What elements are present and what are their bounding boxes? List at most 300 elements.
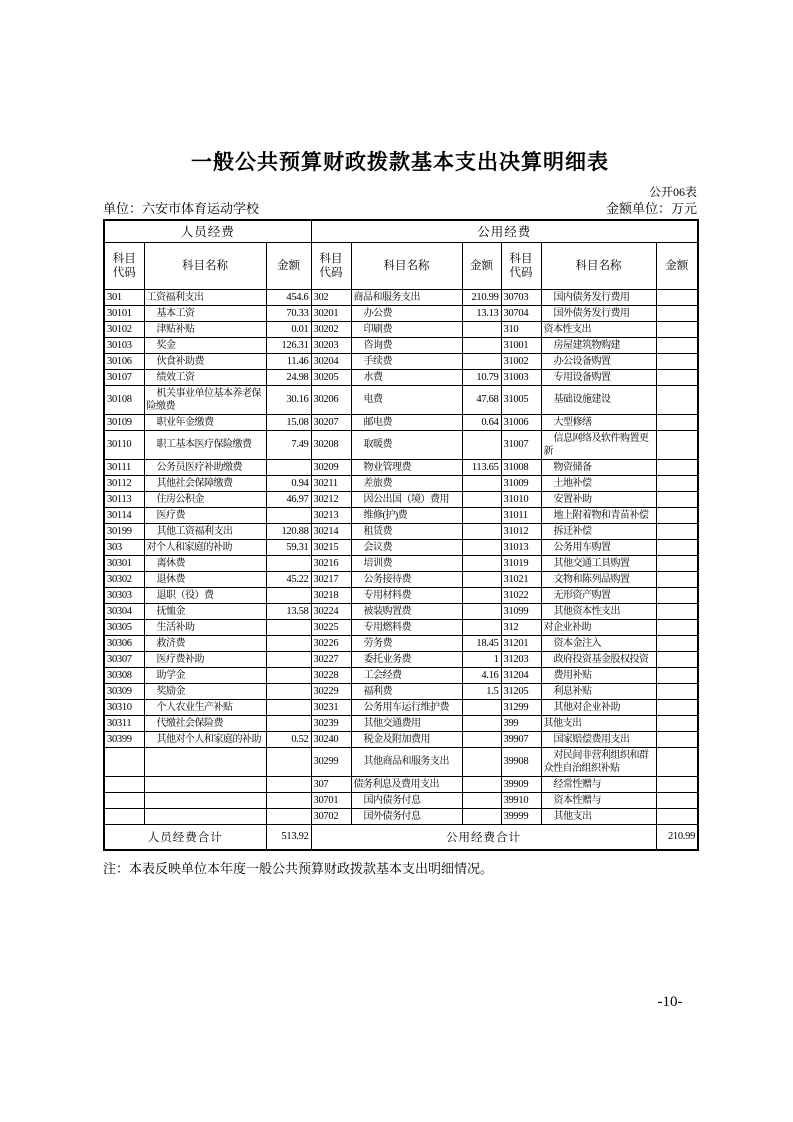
subject-name-cell: 退休费	[144, 571, 266, 587]
subject-code-cell: 39907	[501, 731, 541, 747]
subject-code-cell: 30227	[311, 651, 351, 667]
subject-code-cell: 31099	[501, 603, 541, 619]
amount-cell	[462, 619, 501, 635]
amount-cell	[462, 731, 501, 747]
subject-name-cell: 因公出国（境）费用	[351, 491, 462, 507]
amount-cell: 120.88	[266, 523, 311, 539]
amount-cell	[656, 683, 698, 699]
subject-code-cell: 30207	[311, 414, 351, 430]
subject-name-cell: 邮电费	[351, 414, 462, 430]
amount-cell: 7.49	[266, 430, 311, 459]
amount-cell: 4.16	[462, 667, 501, 683]
amount-cell	[656, 414, 698, 430]
amount-cell	[656, 385, 698, 414]
amount-cell: 0.94	[266, 475, 311, 491]
subject-code-cell: 312	[501, 619, 541, 635]
subject-code-cell: 30224	[311, 603, 351, 619]
table-code: 公开06表	[648, 185, 697, 199]
subject-name-cell: 大型修缮	[541, 414, 656, 430]
subject-name-cell: 离休费	[144, 555, 266, 571]
subject-code-cell: 30110	[104, 430, 144, 459]
subject-code-cell: 30199	[104, 523, 144, 539]
table-row	[104, 747, 698, 776]
subject-code-cell: 302	[311, 289, 351, 305]
expenditure-detail-table	[103, 219, 699, 851]
subject-name-cell: 其他商品和服务支出	[351, 747, 462, 776]
amount-cell	[266, 587, 311, 603]
subject-code-cell: 30111	[104, 459, 144, 475]
subject-name-cell: 差旅费	[351, 475, 462, 491]
col-header-subject-code: 科目代码	[311, 242, 351, 289]
amount-cell	[656, 603, 698, 619]
amount-cell	[266, 667, 311, 683]
amount-cell	[266, 619, 311, 635]
subject-code-cell: 31299	[501, 699, 541, 715]
table-note: 注：本表反映单位本年度一般公共预算财政拨款基本支出明细情况。	[103, 861, 494, 876]
personnel-total-label: 人员经费合计	[104, 824, 266, 850]
subject-name-cell	[144, 747, 266, 776]
subject-name-cell: 其他交通工具购置	[541, 555, 656, 571]
subject-name-cell: 津贴补贴	[144, 321, 266, 337]
subject-code-cell	[104, 808, 144, 824]
col-header-amount: 金额	[462, 242, 501, 289]
subject-code-cell: 30106	[104, 353, 144, 369]
amount-cell	[656, 792, 698, 808]
subject-name-cell: 资本性赠与	[541, 792, 656, 808]
amount-cell: 113.65	[462, 459, 501, 475]
col-header-subject-code: 科目代码	[104, 242, 144, 289]
subject-name-cell: 公务用车购置	[541, 539, 656, 555]
table-row	[104, 491, 698, 507]
subject-code-cell	[104, 776, 144, 792]
col-header-subject-name: 科目名称	[144, 242, 266, 289]
subject-code-cell: 31205	[501, 683, 541, 699]
subject-name-cell: 国家赔偿费用支出	[541, 731, 656, 747]
amount-cell	[656, 491, 698, 507]
amount-cell	[656, 539, 698, 555]
group-header-personnel: 人员经费	[104, 220, 311, 242]
subject-code-cell: 30299	[311, 747, 351, 776]
amount-cell	[266, 808, 311, 824]
subject-code-cell: 31011	[501, 507, 541, 523]
table-row	[104, 523, 698, 539]
subject-name-cell: 物业管理费	[351, 459, 462, 475]
amount-cell	[656, 808, 698, 824]
amount-cell	[462, 808, 501, 824]
subject-code-cell: 30114	[104, 507, 144, 523]
amount-cell: 0.64	[462, 414, 501, 430]
table-row	[104, 430, 698, 459]
subject-name-cell: 咨询费	[351, 337, 462, 353]
subject-name-cell: 代缴社会保险费	[144, 715, 266, 731]
subject-name-cell: 文物和陈列品购置	[541, 571, 656, 587]
subject-name-cell: 办公设备购置	[541, 353, 656, 369]
amount-cell	[656, 651, 698, 667]
amount-cell	[656, 369, 698, 385]
subject-name-cell: 办公费	[351, 305, 462, 321]
subject-code-cell: 30208	[311, 430, 351, 459]
subject-code-cell	[104, 792, 144, 808]
amount-cell	[462, 792, 501, 808]
subject-name-cell: 商品和服务支出	[351, 289, 462, 305]
subject-code-cell: 30306	[104, 635, 144, 651]
subject-name-cell: 债务利息及费用支出	[351, 776, 462, 792]
subject-name-cell: 机关事业单位基本养老保险缴费	[144, 385, 266, 414]
table-row	[104, 539, 698, 555]
amount-cell: 1.5	[462, 683, 501, 699]
amount-cell	[462, 430, 501, 459]
subject-name-cell: 安置补助	[541, 491, 656, 507]
amount-cell: 46.97	[266, 491, 311, 507]
table-row	[104, 353, 698, 369]
subject-code-cell: 30228	[311, 667, 351, 683]
amount-cell	[656, 555, 698, 571]
amount-cell	[266, 507, 311, 523]
subject-code-cell: 31002	[501, 353, 541, 369]
public-total-amount: 210.99	[656, 824, 698, 850]
subject-name-cell: 退职（役）费	[144, 587, 266, 603]
subject-code-cell: 31008	[501, 459, 541, 475]
subject-name-cell: 公务接待费	[351, 571, 462, 587]
group-header-row	[104, 220, 698, 242]
subject-code-cell: 30214	[311, 523, 351, 539]
subject-name-cell: 物资储备	[541, 459, 656, 475]
table-footer	[104, 824, 698, 850]
subject-code-cell: 30239	[311, 715, 351, 731]
subject-name-cell: 职业年金缴费	[144, 414, 266, 430]
subject-name-cell: 国内债务付息	[351, 792, 462, 808]
group-header-public: 公用经费	[311, 220, 698, 242]
amount-cell: 126.31	[266, 337, 311, 353]
subject-name-cell	[144, 776, 266, 792]
amount-cell	[462, 491, 501, 507]
subject-name-cell: 其他资本性支出	[541, 603, 656, 619]
subject-code-cell: 30205	[311, 369, 351, 385]
subject-name-cell: 经常性赠与	[541, 776, 656, 792]
subject-code-cell: 30301	[104, 555, 144, 571]
subject-name-cell: 费用补贴	[541, 667, 656, 683]
subject-name-cell: 其他对企业补助	[541, 699, 656, 715]
subject-name-cell: 政府投资基金股权投资	[541, 651, 656, 667]
subject-code-cell: 30113	[104, 491, 144, 507]
subject-code-cell: 31204	[501, 667, 541, 683]
amount-cell: 15.08	[266, 414, 311, 430]
subject-code-cell: 30305	[104, 619, 144, 635]
amount-cell: 18.45	[462, 635, 501, 651]
subject-code-cell: 31203	[501, 651, 541, 667]
table-row	[104, 459, 698, 475]
meta-row	[103, 201, 697, 217]
subject-code-cell: 30107	[104, 369, 144, 385]
amount-cell	[656, 337, 698, 353]
table-row	[104, 571, 698, 587]
subject-code-cell: 30202	[311, 321, 351, 337]
subject-name-cell: 会议费	[351, 539, 462, 555]
subject-code-cell: 30309	[104, 683, 144, 699]
subject-code-cell: 31021	[501, 571, 541, 587]
subject-name-cell: 职工基本医疗保险缴费	[144, 430, 266, 459]
subject-name-cell: 奖励金	[144, 683, 266, 699]
amount-cell	[462, 353, 501, 369]
subject-name-cell: 基本工资	[144, 305, 266, 321]
table-row	[104, 587, 698, 603]
totals-row	[104, 824, 698, 850]
subject-code-cell: 30304	[104, 603, 144, 619]
amount-cell	[656, 430, 698, 459]
amount-cell	[656, 353, 698, 369]
subject-name-cell: 公务员医疗补助缴费	[144, 459, 266, 475]
subject-code-cell: 31009	[501, 475, 541, 491]
subject-name-cell: 税金及附加费用	[351, 731, 462, 747]
table-row	[104, 715, 698, 731]
col-header-subject-name: 科目名称	[351, 242, 462, 289]
amount-cell	[462, 715, 501, 731]
subject-code-cell: 30399	[104, 731, 144, 747]
amount-cell	[462, 571, 501, 587]
subject-code-cell: 30307	[104, 651, 144, 667]
subject-code-cell: 30215	[311, 539, 351, 555]
subject-name-cell: 福利费	[351, 683, 462, 699]
subject-name-cell: 公务用车运行维护费	[351, 699, 462, 715]
subject-name-cell: 无形资产购置	[541, 587, 656, 603]
subject-name-cell: 水费	[351, 369, 462, 385]
col-header-amount: 金额	[656, 242, 698, 289]
subject-name-cell: 手续费	[351, 353, 462, 369]
subject-name-cell: 委托业务费	[351, 651, 462, 667]
table-row	[104, 635, 698, 651]
amount-cell	[266, 776, 311, 792]
subject-code-cell: 30226	[311, 635, 351, 651]
subject-code-cell: 30213	[311, 507, 351, 523]
amount-cell	[656, 747, 698, 776]
amount-cell	[656, 523, 698, 539]
subject-code-cell: 30701	[311, 792, 351, 808]
subject-code-cell: 303	[104, 539, 144, 555]
subject-code-cell: 30240	[311, 731, 351, 747]
subject-name-cell: 维修(护)费	[351, 507, 462, 523]
amount-cell	[656, 731, 698, 747]
subject-name-cell: 土地补偿	[541, 475, 656, 491]
amount-cell	[462, 699, 501, 715]
subject-code-cell: 31013	[501, 539, 541, 555]
subject-code-cell: 31012	[501, 523, 541, 539]
table-row	[104, 321, 698, 337]
amount-cell	[656, 667, 698, 683]
subject-code-cell: 30211	[311, 475, 351, 491]
subject-name-cell: 基础设施建设	[541, 385, 656, 414]
amount-cell: 1	[462, 651, 501, 667]
amount-cell	[656, 507, 698, 523]
amount-cell: 30.16	[266, 385, 311, 414]
table-row	[104, 507, 698, 523]
amount-cell	[462, 321, 501, 337]
subject-code-cell: 30109	[104, 414, 144, 430]
subject-code-cell: 30703	[501, 289, 541, 305]
subject-name-cell: 生活补助	[144, 619, 266, 635]
col-header-subject-name: 科目名称	[541, 242, 656, 289]
subject-name-cell: 其他社会保障缴费	[144, 475, 266, 491]
amount-cell	[266, 715, 311, 731]
subject-name-cell: 培训费	[351, 555, 462, 571]
subject-name-cell: 其他支出	[541, 808, 656, 824]
subject-name-cell: 其他交通费用	[351, 715, 462, 731]
subject-name-cell: 医疗费	[144, 507, 266, 523]
amount-cell: 0.01	[266, 321, 311, 337]
amount-cell	[462, 539, 501, 555]
amount-cell: 13.13	[462, 305, 501, 321]
amount-cell: 59.31	[266, 539, 311, 555]
subject-name-cell: 其他对个人和家庭的补助	[144, 731, 266, 747]
subject-name-cell: 取暖费	[351, 430, 462, 459]
amount-cell	[462, 776, 501, 792]
subject-code-cell: 30310	[104, 699, 144, 715]
subject-code-cell: 39909	[501, 776, 541, 792]
table-row	[104, 555, 698, 571]
subject-code-cell: 39999	[501, 808, 541, 824]
subject-code-cell: 39910	[501, 792, 541, 808]
amount-cell	[656, 321, 698, 337]
amount-cell	[462, 475, 501, 491]
subject-name-cell: 专用材料费	[351, 587, 462, 603]
subject-name-cell: 抚恤金	[144, 603, 266, 619]
subject-name-cell: 国内债务发行费用	[541, 289, 656, 305]
amount-cell	[462, 603, 501, 619]
subject-code-cell: 30225	[311, 619, 351, 635]
subject-code-cell: 30112	[104, 475, 144, 491]
amount-unit-label: 金额单位：万元	[605, 201, 697, 216]
subject-name-cell: 地上附着物和青苗补偿	[541, 507, 656, 523]
subject-name-cell: 租赁费	[351, 523, 462, 539]
subject-name-cell: 其他支出	[541, 715, 656, 731]
subject-name-cell: 奖金	[144, 337, 266, 353]
amount-cell	[656, 475, 698, 491]
subject-name-cell: 资本性支出	[541, 321, 656, 337]
amount-cell	[462, 587, 501, 603]
amount-cell: 210.99	[462, 289, 501, 305]
table-body	[104, 289, 698, 824]
subject-code-cell: 310	[501, 321, 541, 337]
table-row	[104, 651, 698, 667]
subject-code-cell: 30704	[501, 305, 541, 321]
amount-cell	[462, 555, 501, 571]
amount-cell: 70.33	[266, 305, 311, 321]
unit-label: 单位：六安市体育运动学校	[103, 201, 260, 216]
amount-cell	[266, 651, 311, 667]
table-row	[104, 619, 698, 635]
subject-code-cell: 31003	[501, 369, 541, 385]
amount-cell	[462, 523, 501, 539]
amount-cell	[266, 792, 311, 808]
subject-name-cell: 房屋建筑物购建	[541, 337, 656, 353]
subject-name-cell: 电费	[351, 385, 462, 414]
subject-name-cell: 利息补贴	[541, 683, 656, 699]
amount-cell	[656, 305, 698, 321]
table-row	[104, 808, 698, 824]
amount-cell: 454.6	[266, 289, 311, 305]
subject-code-cell: 30302	[104, 571, 144, 587]
subject-code-cell: 31007	[501, 430, 541, 459]
subject-code-cell: 30203	[311, 337, 351, 353]
amount-cell	[656, 619, 698, 635]
subject-code-cell: 31006	[501, 414, 541, 430]
subject-name-cell: 印刷费	[351, 321, 462, 337]
subject-code-cell: 30702	[311, 808, 351, 824]
subject-name-cell: 资本金注入	[541, 635, 656, 651]
subject-name-cell: 专用燃料费	[351, 619, 462, 635]
subject-code-cell: 307	[311, 776, 351, 792]
subject-name-cell: 救济费	[144, 635, 266, 651]
amount-cell	[462, 747, 501, 776]
table-header	[104, 220, 698, 289]
amount-cell	[266, 635, 311, 651]
subject-code-cell: 301	[104, 289, 144, 305]
amount-cell	[266, 555, 311, 571]
subject-name-cell: 工会经费	[351, 667, 462, 683]
table-row	[104, 603, 698, 619]
subject-name-cell: 国外债务付息	[351, 808, 462, 824]
subject-name-cell: 对民间非营利组织和群众性自治组织补贴	[541, 747, 656, 776]
table-row	[104, 683, 698, 699]
subject-code-cell: 30216	[311, 555, 351, 571]
subject-code-cell	[104, 747, 144, 776]
subject-code-cell: 30101	[104, 305, 144, 321]
amount-cell	[656, 635, 698, 651]
subject-name-cell	[144, 792, 266, 808]
amount-cell: 10.79	[462, 369, 501, 385]
subject-code-cell: 31010	[501, 491, 541, 507]
table-row	[104, 305, 698, 321]
subject-name-cell: 专用设备购置	[541, 369, 656, 385]
table-row	[104, 289, 698, 305]
subject-name-cell: 助学金	[144, 667, 266, 683]
amount-cell	[656, 715, 698, 731]
subject-name-cell: 信息网络及软件购置更新	[541, 430, 656, 459]
table-row	[104, 792, 698, 808]
subject-code-cell: 30231	[311, 699, 351, 715]
table-row	[104, 699, 698, 715]
subject-name-cell: 对个人和家庭的补助	[144, 539, 266, 555]
amount-cell: 45.22	[266, 571, 311, 587]
table-row	[104, 731, 698, 747]
subject-code-cell: 30212	[311, 491, 351, 507]
subject-code-cell: 39908	[501, 747, 541, 776]
subject-name-cell: 医疗费补助	[144, 651, 266, 667]
subject-code-cell: 31022	[501, 587, 541, 603]
subject-name-cell: 被装购置费	[351, 603, 462, 619]
subject-name-cell: 对企业补助	[541, 619, 656, 635]
amount-cell: 47.68	[462, 385, 501, 414]
subject-code-cell: 31201	[501, 635, 541, 651]
table-row	[104, 667, 698, 683]
amount-cell	[266, 459, 311, 475]
subject-code-cell: 30206	[311, 385, 351, 414]
subject-name-cell	[144, 808, 266, 824]
table-row	[104, 414, 698, 430]
amount-cell: 24.98	[266, 369, 311, 385]
subject-code-cell: 30201	[311, 305, 351, 321]
amount-cell	[656, 289, 698, 305]
subject-code-cell: 30108	[104, 385, 144, 414]
col-header-amount: 金额	[266, 242, 311, 289]
column-header-row	[104, 242, 698, 289]
amount-cell	[656, 459, 698, 475]
subject-code-cell: 30308	[104, 667, 144, 683]
subject-name-cell: 绩效工资	[144, 369, 266, 385]
amount-cell	[266, 683, 311, 699]
subject-code-cell: 30217	[311, 571, 351, 587]
amount-cell	[656, 699, 698, 715]
amount-cell	[266, 699, 311, 715]
